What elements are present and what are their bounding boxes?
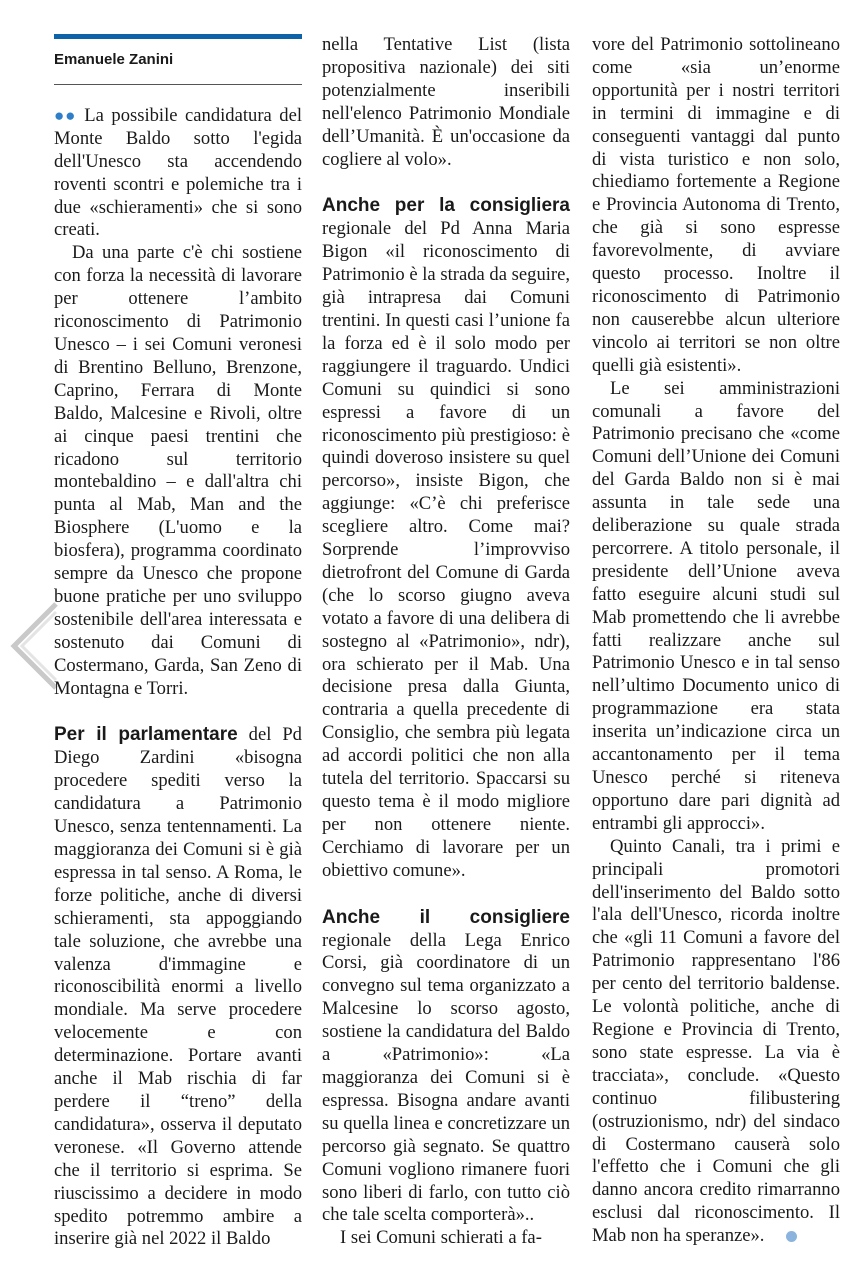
two-blue-dots-icon: ●●: [54, 105, 77, 125]
byline-top-rule: [54, 34, 302, 39]
section-paragraph: [322, 907, 570, 1228]
paragraph: [592, 836, 840, 1248]
article-column-1: [54, 34, 302, 1251]
section-text: regionale del Pd Anna Maria Bigon «il riconoscimento di Patrimonio è la strada da seguire, già intrapresa dai Comuni trentini. In questi casi l’unione fa la forza ed è il solo modo per raggiungere il traguardo. Undici Comuni su quindici si sono espressi a favore di un riconoscimento più prestigioso: è quindi doveroso insistere su quel percorso», insiste Bigon, che aggiunge: «C’è chi preferisce scegliere altro. Come mai? Sorprende l’improvviso dietrofront del Comune di Garda (che lo scorso giugno aveva votato a favore di una delibera di sostegno al «Patrimonio», ndr), ora schierato per il Mab. Una decisione presa dalla Giunta, contraria a quella precedente di Consiglio, che sembra più legata ad accordi politici che non alla tutela del territorio. Spaccarsi su questo tema è il modo migliore per non ottenere niente. Cerchiamo di lavorare per un obiettivo comune».: [322, 218, 570, 881]
section-lead-in: Anche il consigliere: [322, 906, 570, 928]
end-of-article-dot-icon: [786, 1231, 797, 1242]
section-lead-in: Per il parlamentare: [54, 724, 238, 746]
paragraph: nella Tentative List (lista propositiva nazionale) dei siti potenzialmente inseribili nell'elenco Patrimonio Mondiale dell’Umanità. È un'occasione da cogliere al volo».: [322, 34, 570, 170]
section-text: del Pd Diego Zardini «bisogna procedere spediti verso la candidatura a Patrimonio Unesco, senza tentennamenti. La maggioranza dei Comuni si è già espressa in tal senso. A Roma, le forze politiche, anche di diversi schieramenti, sta appoggiando tale soluzione, che avrebbe una valenza d'immagine e riconoscibilità enormi a livello mondiale. Ma serve procedere velocemente e con determinazione. Portare avanti anche il Mab rischia di far perdere il “treno” della candidatura», osserva il deputato veronese. «Il Governo attende che il territorio si esprima. Se riuscissimo a decidere in modo spedito potremmo ambire a inserire già nel 2022 il Baldo: [54, 724, 302, 1250]
byline-author: Emanuele Zanini: [54, 51, 174, 68]
paragraph: I sei Comuni schierati a fa-: [340, 1227, 542, 1249]
paragraph: Da una parte c'è chi sostiene con forza la necessità di lavorare per ottenere l’ambito riconoscimento di Patrimonio Unesco – i sei Comuni veronesi di Brentino Belluno, Brenzone, Caprino, Ferrara di Monte Baldo, Malcesine e Rivoli, oltre ai cinque paesi trentini che ricadono sul territorio montebaldino – e dall'altra chi punta al Mab, Man and the Biosphere (L'uomo e la biosfera), programma coordinato sempre da Unesco che propone buone pratiche per uno sviluppo sostenibile dell'area interessata e sostenuto dai Comuni di Costermano, Garda, San Zeno di Montagna e Torri.: [54, 242, 302, 699]
section-paragraph: [322, 195, 570, 882]
paragraph: Le sei amministrazioni comunali a favore del Patrimonio precisano che «come Comuni dell’Unione dei Comuni del Garda Baldo non si è mai assunta in tale sede una deliberazione su quale strada percorrere. A titolo personale, il presidente dell’Unione aveva fatto eseguire alcuni studi sul Mab promettendo che li avrebbe fatti realizzare anche sul Patrimonio Unesco e in tal senso nell’ultimo Documento unico di programmazione era stata inserita un’indicazione circa un accantonamento per il tema Unesco perché si riteneva opportuno dare pari dignità ad entrambi gli approcci».: [592, 377, 840, 834]
closing-paragraph-text: Quinto Canali, tra i primi e principali promotori dell'inserimento del Baldo sotto l'ala dell'Unesco, ricorda inoltre che «gli 11 Comuni a favore del Patrimonio rappresentano l'86 per cento del territorio baldense. Le volontà politiche, anche di Regione e Provincia di Trento, sono state espresse. La via è tracciata», conclude. «Questo continuo filibustering (ostruzionismo, ndr) del sindaco di Costermano causerà solo l'effetto che i Comuni che gli danno ancora credito rimarranno esclusi dal riconoscimento. Il Mab non ha speranze».: [592, 835, 840, 1247]
article-column-3: [592, 34, 840, 1248]
article-column-2: [322, 34, 570, 1250]
section-lead-in: Anche per la consigliera: [322, 195, 570, 217]
section-text: regionale della Lega Enrico Corsi, già coordinatore di un convegno sul tema organizzato a Malcesine lo scorso agosto, sostiene la candidatura del Baldo a «Patrimonio»: «La maggioranza dei Comuni si è espressa. Bisogna andare avanti su quella linea e concretizzare un percorso già segnato. Se quattro Comuni vogliono rimanere fuori sono liberi di farlo, con tutto ciò che tale scelta comporterà»..: [322, 929, 570, 1226]
paragraph: vore del Patrimonio sottolineano come «sia un’enorme opportunità per i nostri territori in termini di immagine e di conseguenti vantaggi dal punto di vista turistico e non solo, chiediamo fortemente a Regione e Provincia Autonoma di Trento, che già si sono espresse favorevolmente, di avviare questo processo. Inoltre il riconoscimento di Patrimonio non causerebbe alcun ulteriore vincolo ai territori se non oltre quelli già esistenti».: [592, 34, 840, 376]
lead-paragraph: [54, 105, 302, 242]
lead-paragraph-text: La possibile candidatura del Monte Baldo sotto l'egida dell'Unesco sta accendendo roventi scontri e polemiche tra i due «schieramenti» che si sono creati.: [54, 104, 302, 241]
byline-bottom-rule: [54, 84, 302, 85]
section-paragraph: [54, 724, 302, 1251]
